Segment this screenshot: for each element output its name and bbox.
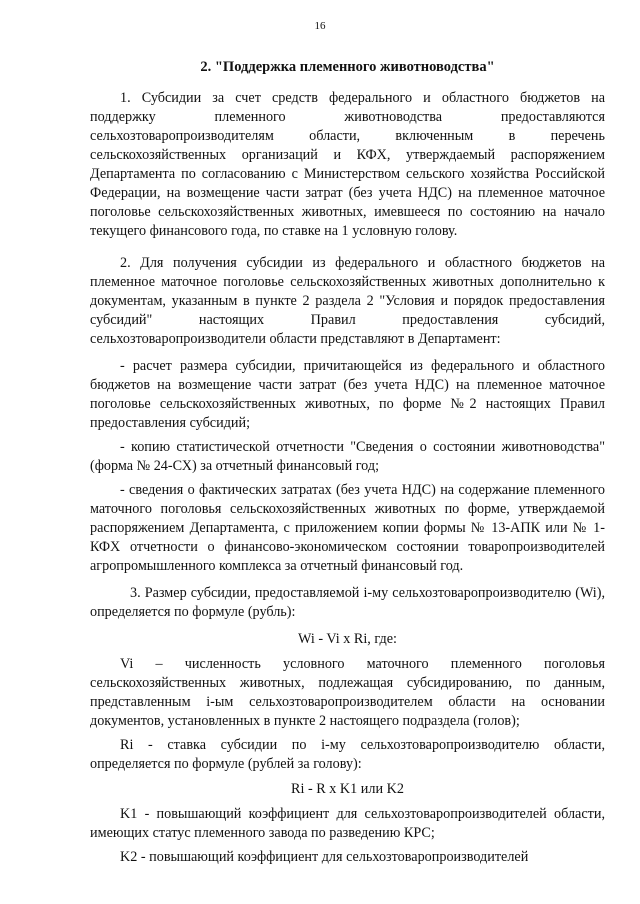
definition-k2: K2 - повышающий коэффициент для сельхозтоваропроизводителей <box>120 849 529 865</box>
section-title: 2. "Поддержка племенного животноводства" <box>200 59 495 75</box>
paragraph-1: 1. Субсидии за счет средств федерального и областного бюджетов на поддержку племенного животноводства предоставляются сельхозтоваропроизводителям области, включенным в перечень сельскохозяйственных организаций и КФХ, утверждаемый распоряжением Департамента по согласованию с Министерством сельского хозяйства Российской Федерации, на возмещение части затрат (без учета НДС) на племенное маточное поголовье сельскохозяйственных животных, имевшееся по состоянию на начало текущего финансового года, по ставке на 1 условную голову. <box>90 90 605 239</box>
paragraph-2: 2. Для получения субсидии из федерального и областного бюджетов на племенное маточное поголовье сельскохозяйственных животных дополнительно к документам, указанным в пункте 2 раздела 2 "Условия и порядок предоставления субсидий" настоящих Правил предоставления субсидий, сельхозтоваропроизводители области представляют в Департамент: <box>90 255 605 347</box>
page-number: 16 <box>314 20 326 32</box>
bullet-3: - сведения о фактических затратах (без учета НДС) на содержание племенного маточного поголовья сельскохозяйственных животных по форме, утверждаемой распоряжением Департамента, с приложением копии формы № 13-АПК или № 1-КФХ отчетности о финансово-экономическом состоянии товаропроизводителей агропромышленного комплекса за отчетный финансовый год. <box>90 482 605 574</box>
paragraph-3: 3. Размер субсидии, предоставляемой i-му сельхозтоваропроизводителю (Wi), определяется по формуле (рубль): <box>90 585 605 620</box>
formula-w: Wi - Vi x Ri, где: <box>298 631 397 647</box>
definition-k1: K1 - повышающий коэффициент для сельхозтоваропроизводителей области, имеющих статус племенного завода по разведению КРС; <box>90 806 605 841</box>
document-body <box>90 58 605 867</box>
bullet-1: - расчет размера субсидии, причитающейся из федерального и областного бюджетов на возмещение части затрат (без учета НДС) на племенное маточное поголовье сельскохозяйственных животных, по форме №2 настоящих Правил предоставления субсидий; <box>90 358 605 431</box>
bullet-2: - копию статистической отчетности "Сведения о состоянии животноводства" (форма № 24-СХ) за отчетный финансовый год; <box>90 439 605 474</box>
definition-v: Vi – численность условного маточного племенного поголовья сельскохозяйственных животных, подлежащая субсидированию, по данным, представленным i-ым сельхозтоваропроизводителем области на основании документов, установленных в пункте 2 настоящего подраздела (голов); <box>90 656 605 729</box>
definition-r: Ri - ставка субсидии по i-му сельхозтоваропроизводителю области, определяется по формуле (рублей за голову): <box>90 737 605 772</box>
formula-r: Ri - R x K1 или K2 <box>291 781 404 797</box>
